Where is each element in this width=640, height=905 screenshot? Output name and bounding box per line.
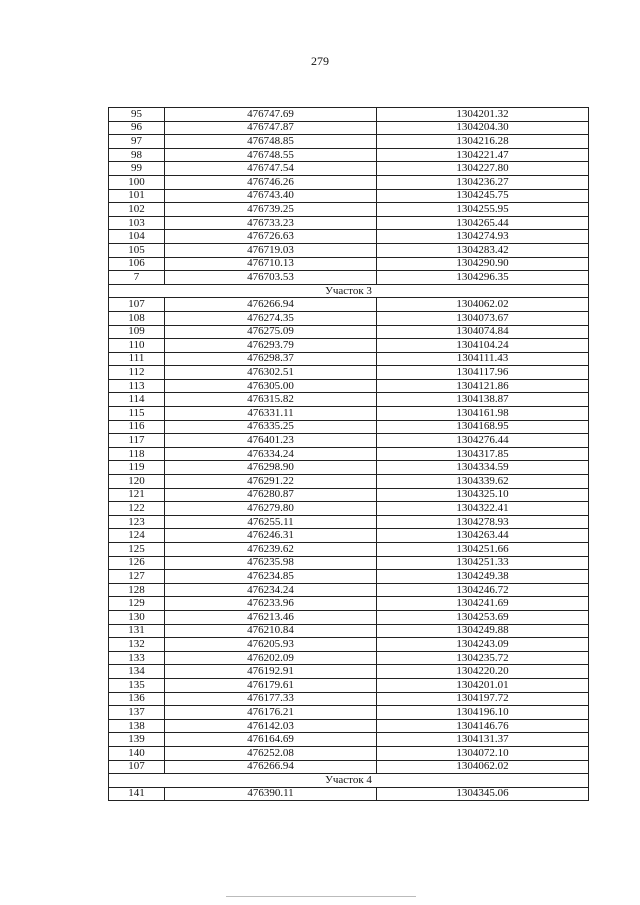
table-row — [109, 502, 589, 516]
y-coordinate-cell: 1304241.69 — [377, 597, 589, 611]
x-coordinate-cell: 476748.55 — [165, 148, 377, 162]
y-coordinate-cell: 1304251.33 — [377, 556, 589, 570]
table-row — [109, 678, 589, 692]
x-coordinate-cell: 476747.54 — [165, 162, 377, 176]
x-coordinate-cell: 476266.94 — [165, 298, 377, 312]
x-coordinate-cell: 476335.25 — [165, 420, 377, 434]
point-number-cell: 96 — [109, 121, 165, 135]
x-coordinate-cell: 476315.82 — [165, 393, 377, 407]
x-coordinate-cell: 476210.84 — [165, 624, 377, 638]
x-coordinate-cell: 476275.09 — [165, 325, 377, 339]
table-row — [109, 583, 589, 597]
y-coordinate-cell: 1304322.41 — [377, 502, 589, 516]
point-number-cell: 138 — [109, 719, 165, 733]
x-coordinate-cell: 476719.03 — [165, 243, 377, 257]
table-row — [109, 570, 589, 584]
y-coordinate-cell: 1304243.09 — [377, 638, 589, 652]
x-coordinate-cell: 476298.37 — [165, 352, 377, 366]
x-coordinate-cell: 476252.08 — [165, 746, 377, 760]
x-coordinate-cell: 476703.53 — [165, 271, 377, 285]
x-coordinate-cell: 476334.24 — [165, 447, 377, 461]
point-number-cell: 109 — [109, 325, 165, 339]
table-row — [109, 216, 589, 230]
x-coordinate-cell: 476305.00 — [165, 379, 377, 393]
point-number-cell: 100 — [109, 175, 165, 189]
point-number-cell: 103 — [109, 216, 165, 230]
x-coordinate-cell: 476747.69 — [165, 108, 377, 122]
x-coordinate-cell: 476733.23 — [165, 216, 377, 230]
table-row — [109, 515, 589, 529]
point-number-cell: 131 — [109, 624, 165, 638]
x-coordinate-cell: 476233.96 — [165, 597, 377, 611]
scan-artifact-line — [226, 896, 416, 897]
y-coordinate-cell: 1304196.10 — [377, 706, 589, 720]
table-row — [109, 692, 589, 706]
point-number-cell: 127 — [109, 570, 165, 584]
x-coordinate-cell: 476710.13 — [165, 257, 377, 271]
point-number-cell: 110 — [109, 339, 165, 353]
point-number-cell: 107 — [109, 298, 165, 312]
table-row — [109, 379, 589, 393]
table-row — [109, 706, 589, 720]
table-row — [109, 461, 589, 475]
point-number-cell: 128 — [109, 583, 165, 597]
point-number-cell: 106 — [109, 257, 165, 271]
point-number-cell: 111 — [109, 352, 165, 366]
table-row — [109, 189, 589, 203]
point-number-cell: 124 — [109, 529, 165, 543]
x-coordinate-cell: 476246.31 — [165, 529, 377, 543]
y-coordinate-cell: 1304131.37 — [377, 733, 589, 747]
x-coordinate-cell: 476235.98 — [165, 556, 377, 570]
coordinates-table — [108, 107, 589, 801]
x-coordinate-cell: 476176.21 — [165, 706, 377, 720]
table-row — [109, 488, 589, 502]
y-coordinate-cell: 1304263.44 — [377, 529, 589, 543]
table-row — [109, 407, 589, 421]
table-row — [109, 311, 589, 325]
table-row — [109, 624, 589, 638]
y-coordinate-cell: 1304290.90 — [377, 257, 589, 271]
table-row — [109, 325, 589, 339]
table-row — [109, 352, 589, 366]
point-number-cell: 97 — [109, 135, 165, 149]
point-number-cell: 120 — [109, 475, 165, 489]
y-coordinate-cell: 1304265.44 — [377, 216, 589, 230]
y-coordinate-cell: 1304221.47 — [377, 148, 589, 162]
table-row — [109, 746, 589, 760]
table-row — [109, 257, 589, 271]
table-row — [109, 543, 589, 557]
x-coordinate-cell: 476202.09 — [165, 651, 377, 665]
point-number-cell: 134 — [109, 665, 165, 679]
y-coordinate-cell: 1304274.93 — [377, 230, 589, 244]
x-coordinate-cell: 476748.85 — [165, 135, 377, 149]
point-number-cell: 119 — [109, 461, 165, 475]
table-row — [109, 162, 589, 176]
point-number-cell: 132 — [109, 638, 165, 652]
y-coordinate-cell: 1304249.88 — [377, 624, 589, 638]
y-coordinate-cell: 1304278.93 — [377, 515, 589, 529]
table-row — [109, 108, 589, 122]
y-coordinate-cell: 1304236.27 — [377, 175, 589, 189]
table-row — [109, 447, 589, 461]
table-row — [109, 760, 589, 774]
table-row — [109, 271, 589, 285]
x-coordinate-cell: 476164.69 — [165, 733, 377, 747]
point-number-cell: 101 — [109, 189, 165, 203]
y-coordinate-cell: 1304161.98 — [377, 407, 589, 421]
y-coordinate-cell: 1304073.67 — [377, 311, 589, 325]
x-coordinate-cell: 476298.90 — [165, 461, 377, 475]
table-row — [109, 529, 589, 543]
point-number-cell: 117 — [109, 434, 165, 448]
table-row — [109, 651, 589, 665]
x-coordinate-cell: 476293.79 — [165, 339, 377, 353]
y-coordinate-cell: 1304072.10 — [377, 746, 589, 760]
point-number-cell: 122 — [109, 502, 165, 516]
section-header-row — [109, 284, 589, 298]
section-header-row — [109, 774, 589, 788]
point-number-cell: 129 — [109, 597, 165, 611]
x-coordinate-cell: 476302.51 — [165, 366, 377, 380]
y-coordinate-cell: 1304117.96 — [377, 366, 589, 380]
table-row — [109, 339, 589, 353]
table-row — [109, 610, 589, 624]
y-coordinate-cell: 1304334.59 — [377, 461, 589, 475]
y-coordinate-cell: 1304146.76 — [377, 719, 589, 733]
coordinates-table-body — [109, 108, 589, 801]
y-coordinate-cell: 1304074.84 — [377, 325, 589, 339]
table-row — [109, 366, 589, 380]
y-coordinate-cell: 1304296.35 — [377, 271, 589, 285]
table-row — [109, 243, 589, 257]
point-number-cell: 130 — [109, 610, 165, 624]
point-number-cell: 108 — [109, 311, 165, 325]
table-row — [109, 135, 589, 149]
y-coordinate-cell: 1304201.01 — [377, 678, 589, 692]
x-coordinate-cell: 476746.26 — [165, 175, 377, 189]
y-coordinate-cell: 1304339.62 — [377, 475, 589, 489]
x-coordinate-cell: 476280.87 — [165, 488, 377, 502]
y-coordinate-cell: 1304138.87 — [377, 393, 589, 407]
table-row — [109, 638, 589, 652]
table-row — [109, 298, 589, 312]
y-coordinate-cell: 1304220.20 — [377, 665, 589, 679]
table-row — [109, 175, 589, 189]
x-coordinate-cell: 476255.11 — [165, 515, 377, 529]
x-coordinate-cell: 476726.63 — [165, 230, 377, 244]
table-row — [109, 556, 589, 570]
x-coordinate-cell: 476331.11 — [165, 407, 377, 421]
table-row — [109, 434, 589, 448]
y-coordinate-cell: 1304317.85 — [377, 447, 589, 461]
y-coordinate-cell: 1304062.02 — [377, 760, 589, 774]
point-number-cell: 116 — [109, 420, 165, 434]
section-label: Участок 4 — [109, 774, 589, 788]
y-coordinate-cell: 1304249.38 — [377, 570, 589, 584]
table-row — [109, 393, 589, 407]
table-row — [109, 121, 589, 135]
point-number-cell: 126 — [109, 556, 165, 570]
point-number-cell: 7 — [109, 271, 165, 285]
y-coordinate-cell: 1304276.44 — [377, 434, 589, 448]
y-coordinate-cell: 1304235.72 — [377, 651, 589, 665]
y-coordinate-cell: 1304104.24 — [377, 339, 589, 353]
x-coordinate-cell: 476743.40 — [165, 189, 377, 203]
y-coordinate-cell: 1304204.30 — [377, 121, 589, 135]
table-row — [109, 665, 589, 679]
x-coordinate-cell: 476274.35 — [165, 311, 377, 325]
table-row — [109, 420, 589, 434]
point-number-cell: 102 — [109, 203, 165, 217]
y-coordinate-cell: 1304121.86 — [377, 379, 589, 393]
x-coordinate-cell: 476279.80 — [165, 502, 377, 516]
x-coordinate-cell: 476266.94 — [165, 760, 377, 774]
point-number-cell: 118 — [109, 447, 165, 461]
point-number-cell: 123 — [109, 515, 165, 529]
page-number: 279 — [311, 54, 329, 68]
x-coordinate-cell: 476747.87 — [165, 121, 377, 135]
point-number-cell: 141 — [109, 787, 165, 801]
x-coordinate-cell: 476239.62 — [165, 543, 377, 557]
y-coordinate-cell: 1304325.10 — [377, 488, 589, 502]
point-number-cell: 137 — [109, 706, 165, 720]
point-number-cell: 114 — [109, 393, 165, 407]
x-coordinate-cell: 476739.25 — [165, 203, 377, 217]
y-coordinate-cell: 1304201.32 — [377, 108, 589, 122]
y-coordinate-cell: 1304216.28 — [377, 135, 589, 149]
point-number-cell: 136 — [109, 692, 165, 706]
x-coordinate-cell: 476179.61 — [165, 678, 377, 692]
y-coordinate-cell: 1304227.80 — [377, 162, 589, 176]
point-number-cell: 105 — [109, 243, 165, 257]
y-coordinate-cell: 1304255.95 — [377, 203, 589, 217]
x-coordinate-cell: 476390.11 — [165, 787, 377, 801]
point-number-cell: 113 — [109, 379, 165, 393]
point-number-cell: 107 — [109, 760, 165, 774]
y-coordinate-cell: 1304111.43 — [377, 352, 589, 366]
point-number-cell: 104 — [109, 230, 165, 244]
table-row — [109, 475, 589, 489]
table-row — [109, 733, 589, 747]
x-coordinate-cell: 476205.93 — [165, 638, 377, 652]
point-number-cell: 115 — [109, 407, 165, 421]
y-coordinate-cell: 1304251.66 — [377, 543, 589, 557]
table-row — [109, 787, 589, 801]
table-row — [109, 719, 589, 733]
point-number-cell: 98 — [109, 148, 165, 162]
y-coordinate-cell: 1304168.95 — [377, 420, 589, 434]
y-coordinate-cell: 1304253.69 — [377, 610, 589, 624]
point-number-cell: 121 — [109, 488, 165, 502]
point-number-cell: 99 — [109, 162, 165, 176]
y-coordinate-cell: 1304283.42 — [377, 243, 589, 257]
x-coordinate-cell: 476142.03 — [165, 719, 377, 733]
table-row — [109, 203, 589, 217]
point-number-cell: 95 — [109, 108, 165, 122]
y-coordinate-cell: 1304345.06 — [377, 787, 589, 801]
table-row — [109, 597, 589, 611]
point-number-cell: 135 — [109, 678, 165, 692]
point-number-cell: 139 — [109, 733, 165, 747]
table-row — [109, 230, 589, 244]
x-coordinate-cell: 476177.33 — [165, 692, 377, 706]
table-row — [109, 148, 589, 162]
y-coordinate-cell: 1304062.02 — [377, 298, 589, 312]
x-coordinate-cell: 476291.22 — [165, 475, 377, 489]
x-coordinate-cell: 476234.85 — [165, 570, 377, 584]
point-number-cell: 140 — [109, 746, 165, 760]
y-coordinate-cell: 1304245.75 — [377, 189, 589, 203]
section-label: Участок 3 — [109, 284, 589, 298]
x-coordinate-cell: 476234.24 — [165, 583, 377, 597]
y-coordinate-cell: 1304246.72 — [377, 583, 589, 597]
y-coordinate-cell: 1304197.72 — [377, 692, 589, 706]
point-number-cell: 125 — [109, 543, 165, 557]
point-number-cell: 133 — [109, 651, 165, 665]
point-number-cell: 112 — [109, 366, 165, 380]
x-coordinate-cell: 476192.91 — [165, 665, 377, 679]
x-coordinate-cell: 476401.23 — [165, 434, 377, 448]
x-coordinate-cell: 476213.46 — [165, 610, 377, 624]
